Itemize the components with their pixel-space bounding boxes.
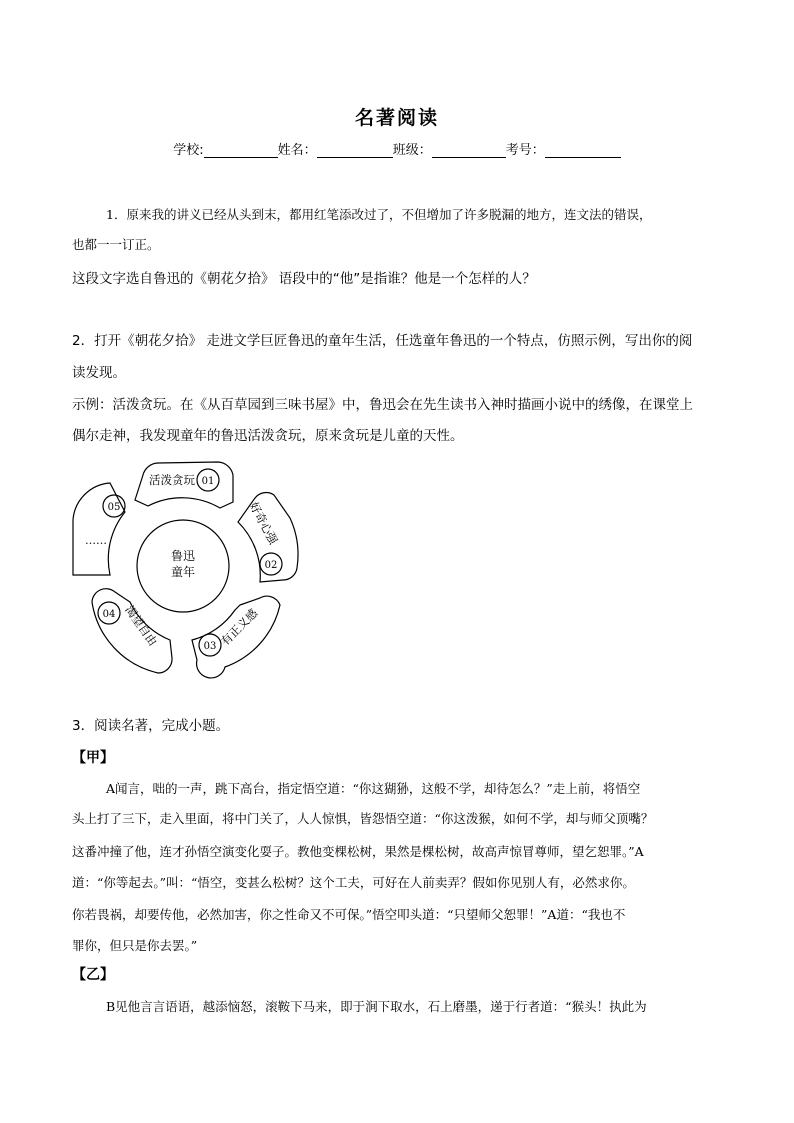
class-label: 班级： — [392, 143, 432, 158]
diagram-label-01: 活泼贪玩 — [149, 473, 195, 487]
diagram-label-05: …… — [85, 534, 107, 547]
q2-text-line-2: 读发现。 — [72, 365, 126, 381]
q3-part-a-line: 头上打了三下，走入里面，将中门关了，人人惊惧，皆怨悟空道：“你这泼猴，如何不学，却与师父顶嘴？ — [72, 811, 654, 826]
diagram-label-02: 好奇心强 — [246, 499, 281, 547]
q3-part-a-label: 【甲】 — [72, 750, 114, 766]
q3-part-b-line: B见他言言语语，越添恼怒，滚鞍下马来，即于涧下取水，石上磨墨，递于行者道：“猴头！执此为 — [106, 999, 647, 1014]
diagram-number-05: 05 — [107, 502, 121, 513]
name-label: 姓名： — [277, 143, 317, 158]
diagram-number-03: 03 — [203, 641, 217, 652]
student-info-line — [0, 139, 794, 158]
q2-example-line-1: 示例：活泼贪玩。在《从百草园到三味书屋》中，鲁迅会在先生读书入神时描画小说中的绣像，在课堂上 — [72, 397, 693, 413]
diagram-center-line-1: 鲁迅 — [170, 549, 196, 563]
diagram-center-line-2: 童年 — [170, 565, 196, 579]
q3-part-a-line: 这番冲撞了他，连才孙悟空演变化耍子。教他变棵松树，果然是棵松树，故高声惊冒尊师，望乞恕罪。”A — [72, 844, 644, 859]
page-title: 名著阅读 — [354, 107, 439, 129]
q1-passage-line-2: 也都一一订正。 — [72, 237, 160, 252]
q3-heading: 3．阅读名著，完成小题。 — [72, 718, 230, 734]
diagram-segment-04 — [92, 589, 172, 673]
q3-part-a-line: 罪你，但只是你去罢。” — [72, 938, 198, 953]
q3-part-a-line: 你若畏祸，却要传他，必然加害，你之性命又不可保。”悟空叩头道：“只望师父恕罪！”A道：“我也不 — [72, 907, 626, 922]
q3-part-a-line: A闻言，咄的一声，跳下高台，指定悟空道：“你这猢狲，这般不学，却待怎么？”走上前，将悟空 — [106, 781, 641, 796]
q1-prompt: 这段文字选自鲁迅的《朝花夕拾》 语段中的“他”是指谁？他是一个怎样的人？ — [72, 271, 536, 287]
diagram-number-02: 02 — [264, 560, 278, 571]
diagram-segment-05 — [73, 483, 125, 575]
diagram-label-03: 有正义感 — [217, 605, 261, 649]
exam-no-label: 考号： — [505, 143, 545, 158]
exam-no-blank[interactable] — [545, 143, 621, 158]
diagram-number-04: 04 — [102, 609, 116, 620]
class-blank[interactable] — [432, 143, 506, 158]
school-blank[interactable] — [204, 143, 278, 158]
q1-passage-line-1: 1．原来我的讲义已经从头到末，都用红笔添改过了，不但增加了许多脱漏的地方，连文法的错误， — [106, 207, 652, 222]
school-label: 学校: — [173, 143, 204, 158]
q2-example-line-2: 偶尔走神，我发现童年的鲁迅活泼贪玩，原来贪玩是儿童的天性。 — [72, 428, 464, 444]
diagram-number-01: 01 — [201, 476, 215, 487]
diagram-label-04: 渴望自由 — [122, 602, 161, 649]
q3-part-a-line: 道：“你等起去。”叫：“悟空，变甚么松树？这个工夫，可好在人前卖弄？假如你见别人有，必然求你。 — [72, 875, 635, 890]
q3-part-b-label: 【乙】 — [72, 967, 114, 983]
q2-text-line-1: 2．打开《朝花夕拾》 走进文学巨匠鲁迅的童年生活，任选童年鲁迅的一个特点，仿照示例，写出你的阅 — [72, 333, 693, 349]
traits-diagram — [70, 460, 310, 680]
name-blank[interactable] — [317, 143, 393, 158]
